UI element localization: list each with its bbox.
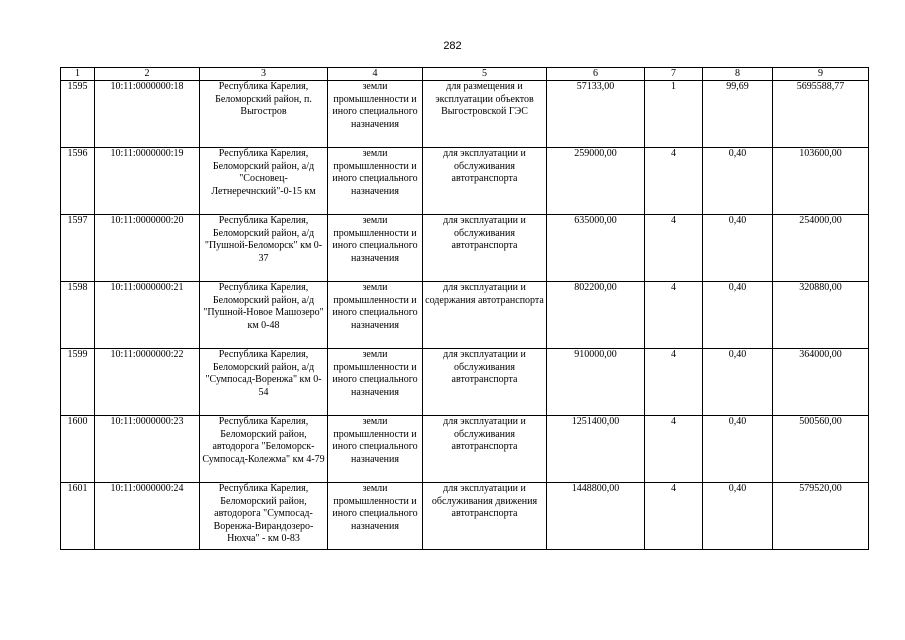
location: Республика Карелия, Беломорский район, п. Выгостров	[200, 81, 328, 148]
table-row	[61, 483, 869, 550]
area: 802200,00	[547, 282, 645, 349]
land-category: земли промышленности и иного специального назначения	[328, 81, 423, 148]
table-row	[61, 416, 869, 483]
area: 1448800,00	[547, 483, 645, 550]
table-row	[61, 215, 869, 282]
location: Республика Карелия, Беломорский район, автодорога "Сумпосад-Воренжа-Вирандозеро-Нюхча" - км 0-83	[200, 483, 328, 550]
row-number: 1596	[61, 148, 95, 215]
page-number: 282	[443, 40, 462, 52]
permitted-use: для эксплуатации и обслуживания автотранспорта	[423, 215, 547, 282]
cadastral-value: 254000,00	[773, 215, 869, 282]
cadastral-number: 10:11:0000000:20	[95, 215, 200, 282]
group: 4	[645, 483, 703, 550]
location: Республика Карелия, Беломорский район, а/д "Сосновец-Летнеречнский"-0-15 км	[200, 148, 328, 215]
area: 910000,00	[547, 349, 645, 416]
cadastral-number: 10:11:0000000:22	[95, 349, 200, 416]
group: 4	[645, 416, 703, 483]
land-category: земли промышленности и иного специального назначения	[328, 416, 423, 483]
land-register-table	[60, 67, 869, 550]
location: Республика Карелия, Беломорский район, автодорога "Беломорск-Сумпосад-Колежма" км 4-79	[200, 416, 328, 483]
header-cell-8: 8	[703, 68, 773, 81]
permitted-use: для эксплуатации и обслуживания автотранспорта	[423, 416, 547, 483]
group: 4	[645, 349, 703, 416]
area: 259000,00	[547, 148, 645, 215]
cadastral-number: 10:11:0000000:24	[95, 483, 200, 550]
group: 4	[645, 282, 703, 349]
group: 4	[645, 215, 703, 282]
table-body	[61, 81, 869, 550]
land-category: земли промышленности и иного специального назначения	[328, 483, 423, 550]
rate: 99,69	[703, 81, 773, 148]
row-number: 1599	[61, 349, 95, 416]
rate: 0,40	[703, 282, 773, 349]
cadastral-value: 364000,00	[773, 349, 869, 416]
group: 1	[645, 81, 703, 148]
permitted-use: для эксплуатации и обслуживания движения автотранспорта	[423, 483, 547, 550]
header-row	[61, 68, 869, 81]
header-cell-7: 7	[645, 68, 703, 81]
cadastral-value: 500560,00	[773, 416, 869, 483]
permitted-use: для размещения и эксплуатации объектов Выгостровской ГЭС	[423, 81, 547, 148]
table-header	[61, 68, 869, 81]
group: 4	[645, 148, 703, 215]
row-number: 1595	[61, 81, 95, 148]
land-category: земли промышленности и иного специального назначения	[328, 148, 423, 215]
table-row	[61, 148, 869, 215]
area: 1251400,00	[547, 416, 645, 483]
cadastral-value: 579520,00	[773, 483, 869, 550]
header-cell-6: 6	[547, 68, 645, 81]
land-category: земли промышленности и иного специального назначения	[328, 282, 423, 349]
area: 635000,00	[547, 215, 645, 282]
cadastral-number: 10:11:0000000:19	[95, 148, 200, 215]
cadastral-value: 5695588,77	[773, 81, 869, 148]
cadastral-number: 10:11:0000000:18	[95, 81, 200, 148]
header-cell-5: 5	[423, 68, 547, 81]
rate: 0,40	[703, 148, 773, 215]
location: Республика Карелия, Беломорский район, а/д "Пушной-Беломорск" км 0-37	[200, 215, 328, 282]
rate: 0,40	[703, 483, 773, 550]
rate: 0,40	[703, 349, 773, 416]
area: 57133,00	[547, 81, 645, 148]
row-number: 1601	[61, 483, 95, 550]
cadastral-number: 10:11:0000000:23	[95, 416, 200, 483]
cadastral-value: 320880,00	[773, 282, 869, 349]
location: Республика Карелия, Беломорский район, а/д "Пушной-Новое Машозеро" км 0-48	[200, 282, 328, 349]
land-category: земли промышленности и иного специального назначения	[328, 349, 423, 416]
permitted-use: для эксплуатации и обслуживания автотранспорта	[423, 148, 547, 215]
permitted-use: для эксплуатации и содержания автотранспорта	[423, 282, 547, 349]
header-cell-1: 1	[61, 68, 95, 81]
location: Республика Карелия, Беломорский район, а/д "Сумпосад-Воренжа" км 0-54	[200, 349, 328, 416]
table-row	[61, 81, 869, 148]
rate: 0,40	[703, 215, 773, 282]
row-number: 1598	[61, 282, 95, 349]
table-row	[61, 349, 869, 416]
header-cell-4: 4	[328, 68, 423, 81]
table-row	[61, 282, 869, 349]
rate: 0,40	[703, 416, 773, 483]
cadastral-number: 10:11:0000000:21	[95, 282, 200, 349]
permitted-use: для эксплуатации и обслуживания автотранспорта	[423, 349, 547, 416]
header-cell-3: 3	[200, 68, 328, 81]
cadastral-value: 103600,00	[773, 148, 869, 215]
land-category: земли промышленности и иного специального назначения	[328, 215, 423, 282]
row-number: 1597	[61, 215, 95, 282]
header-cell-9: 9	[773, 68, 869, 81]
header-cell-2: 2	[95, 68, 200, 81]
row-number: 1600	[61, 416, 95, 483]
